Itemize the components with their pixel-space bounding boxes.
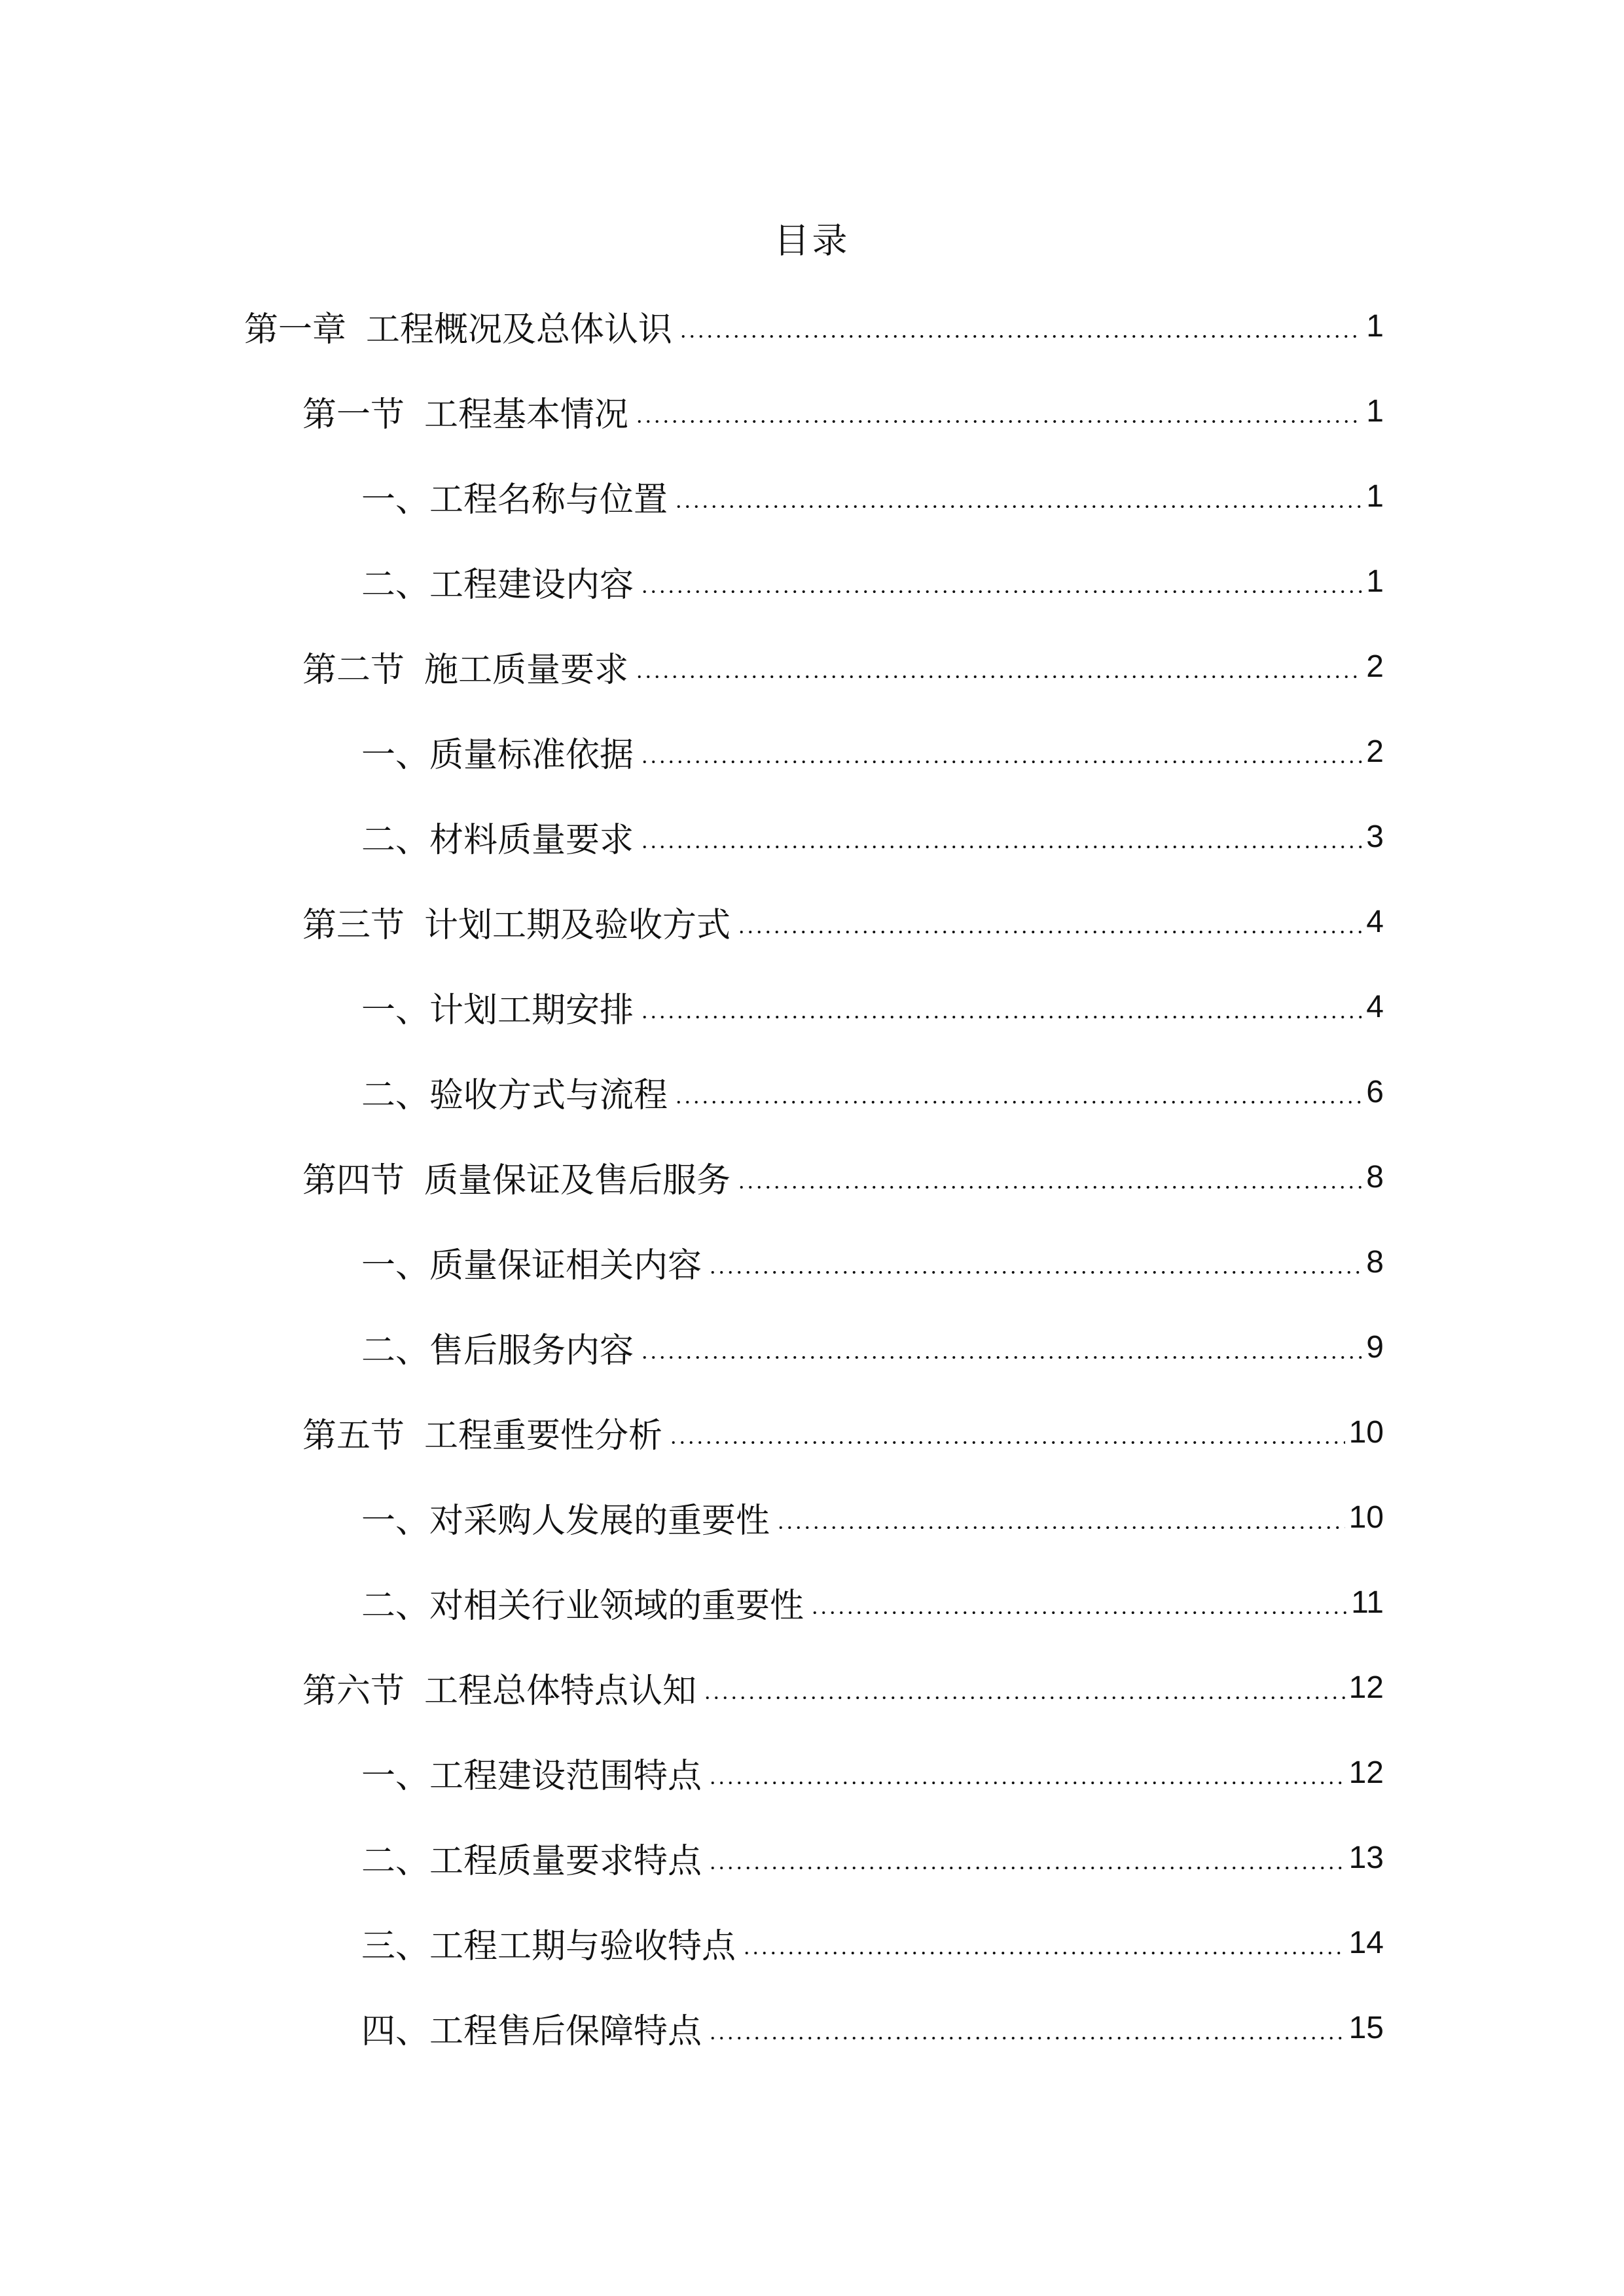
dot-leader (737, 1160, 1362, 1194)
dot-leader (776, 1500, 1345, 1534)
toc-entry-label (361, 1578, 804, 1627)
dot-leader (635, 394, 1362, 428)
toc-title: 目录 (774, 220, 850, 261)
toc-entry-label (361, 1748, 702, 1797)
dot-leader (708, 1755, 1345, 1789)
toc-page-number: 3 (1366, 819, 1384, 854)
dot-leader (674, 479, 1362, 513)
toc-entry-label (302, 1408, 662, 1457)
toc-entry-label (361, 1833, 702, 1882)
dot-leader (640, 734, 1362, 768)
dot-leader (742, 1926, 1345, 1960)
toc-entry-text: 二、材料质量要求 (361, 820, 634, 860)
toc-entry-text: 一、工程名称与位置 (361, 480, 668, 520)
toc-page-number: 8 (1366, 1244, 1384, 1280)
toc-entry-text: 一、质量标准依据 (361, 735, 634, 775)
toc-page-number: 1 (1366, 564, 1384, 599)
toc-page-number: 1 (1366, 478, 1384, 514)
dot-leader (703, 1670, 1345, 1704)
toc-page-number: 15 (1348, 2010, 1384, 2045)
toc-entry[interactable] (0, 1304, 1624, 1390)
toc-page-number: 9 (1366, 1329, 1384, 1365)
toc-entry-text: 一、质量保证相关内容 (361, 1246, 702, 1285)
toc-entry[interactable] (0, 1645, 1624, 1730)
toc-entry[interactable] (0, 1134, 1624, 1219)
toc-page-number: 1 (1366, 393, 1384, 429)
toc-entry[interactable] (0, 624, 1624, 709)
toc-entry-label (361, 1918, 736, 1967)
toc-entry-text: 一、工程建设范围特点 (361, 1756, 702, 1796)
toc-entry[interactable] (0, 1900, 1624, 1985)
toc-entry[interactable] (0, 1049, 1624, 1134)
toc-page-number: 6 (1366, 1074, 1384, 1109)
toc-entry-text: 二、工程建设内容 (361, 565, 634, 605)
toc-entry[interactable] (0, 539, 1624, 624)
toc-entry-text: 工程概况及总体认识 (366, 310, 673, 350)
toc-entry-text: 一、对采购人发展的重要性 (361, 1501, 770, 1541)
toc-entry[interactable] (0, 1560, 1624, 1645)
toc-page-number: 4 (1366, 989, 1384, 1024)
toc-entry-label (302, 897, 731, 946)
toc-entry[interactable] (0, 368, 1624, 454)
toc-entry-number: 第六节 (302, 1671, 405, 1711)
toc-entry-label (361, 2003, 702, 2053)
dot-leader (708, 2011, 1345, 2045)
dot-leader (640, 564, 1362, 598)
toc-entry[interactable] (0, 454, 1624, 539)
toc-page-number: 13 (1348, 1840, 1384, 1875)
toc-entry-label (361, 982, 634, 1031)
toc-entry[interactable] (0, 283, 1624, 368)
toc-entry-number: 第二节 (302, 650, 405, 690)
toc-entry[interactable] (0, 1219, 1624, 1304)
toc-entry-label (361, 1493, 770, 1542)
toc-entry[interactable] (0, 964, 1624, 1049)
toc-entry-text: 工程基本情况 (424, 395, 629, 435)
toc-entry[interactable] (0, 794, 1624, 879)
toc-entry-label (302, 1663, 696, 1712)
toc-page-number: 4 (1366, 904, 1384, 939)
toc-entry-label (244, 302, 672, 351)
toc-entry-label (361, 812, 634, 861)
toc-page-number: 2 (1366, 649, 1384, 684)
toc-entry[interactable] (0, 879, 1624, 964)
toc-entry-label (302, 642, 628, 691)
toc-entry-text: 计划工期及验收方式 (424, 905, 731, 945)
toc-page-number: 12 (1348, 1755, 1384, 1790)
dot-leader (737, 905, 1362, 939)
toc-entry-text: 施工质量要求 (424, 650, 629, 690)
dot-leader (708, 1840, 1345, 1874)
toc-page-number: 1 (1366, 308, 1384, 344)
toc-entry-number: 第一章 (244, 310, 347, 350)
dot-leader (640, 1330, 1362, 1364)
toc-entry-label (302, 387, 628, 436)
toc-entry-number: 第三节 (302, 905, 405, 945)
toc-entry-text: 质量保证及售后服务 (424, 1160, 731, 1200)
toc-entry-label (361, 727, 634, 776)
dot-leader (635, 649, 1362, 683)
toc-entry-number: 第一节 (302, 395, 405, 435)
toc-entry-label (361, 1323, 634, 1372)
dot-leader (674, 1075, 1362, 1109)
toc-entry-label (302, 1153, 731, 1202)
toc-entry[interactable] (0, 1815, 1624, 1900)
dot-leader (669, 1415, 1345, 1449)
toc-entry-text: 工程总体特点认知 (424, 1671, 697, 1711)
dot-leader (640, 990, 1362, 1024)
toc-page-number: 10 (1348, 1414, 1384, 1450)
toc-page-number: 8 (1366, 1159, 1384, 1194)
toc-entry-text: 四、工程售后保障特点 (361, 2011, 702, 2051)
toc-entry-text: 三、工程工期与验收特点 (361, 1926, 736, 1966)
dot-leader (810, 1585, 1347, 1619)
toc-entry-label (361, 557, 634, 606)
toc-entry-text: 二、工程质量要求特点 (361, 1841, 702, 1881)
toc-entry[interactable] (0, 1985, 1624, 2070)
toc-entry-number: 第五节 (302, 1416, 405, 1456)
toc-entry[interactable] (0, 1475, 1624, 1560)
toc-entry-text: 二、验收方式与流程 (361, 1075, 668, 1115)
table-of-contents (0, 283, 1624, 2070)
toc-page-number: 14 (1348, 1925, 1384, 1960)
toc-page-number: 2 (1366, 734, 1384, 769)
toc-page-number: 12 (1348, 1670, 1384, 1705)
toc-entry-text: 二、对相关行业领域的重要性 (361, 1586, 804, 1626)
dot-leader (708, 1245, 1362, 1279)
toc-entry[interactable] (0, 1390, 1624, 1475)
toc-entry-text: 一、计划工期安排 (361, 990, 634, 1030)
toc-page-number: 10 (1348, 1499, 1384, 1535)
toc-page-number: 11 (1351, 1585, 1384, 1620)
toc-entry-label (361, 1067, 668, 1117)
toc-entry-label (361, 472, 668, 521)
dot-leader (679, 309, 1362, 343)
toc-entry[interactable] (0, 709, 1624, 794)
toc-entry-label (361, 1238, 702, 1287)
toc-entry-number: 第四节 (302, 1160, 405, 1200)
toc-entry[interactable] (0, 1730, 1624, 1815)
toc-entry-text: 工程重要性分析 (424, 1416, 663, 1456)
toc-entry-text: 二、售后服务内容 (361, 1331, 634, 1371)
dot-leader (640, 819, 1362, 853)
